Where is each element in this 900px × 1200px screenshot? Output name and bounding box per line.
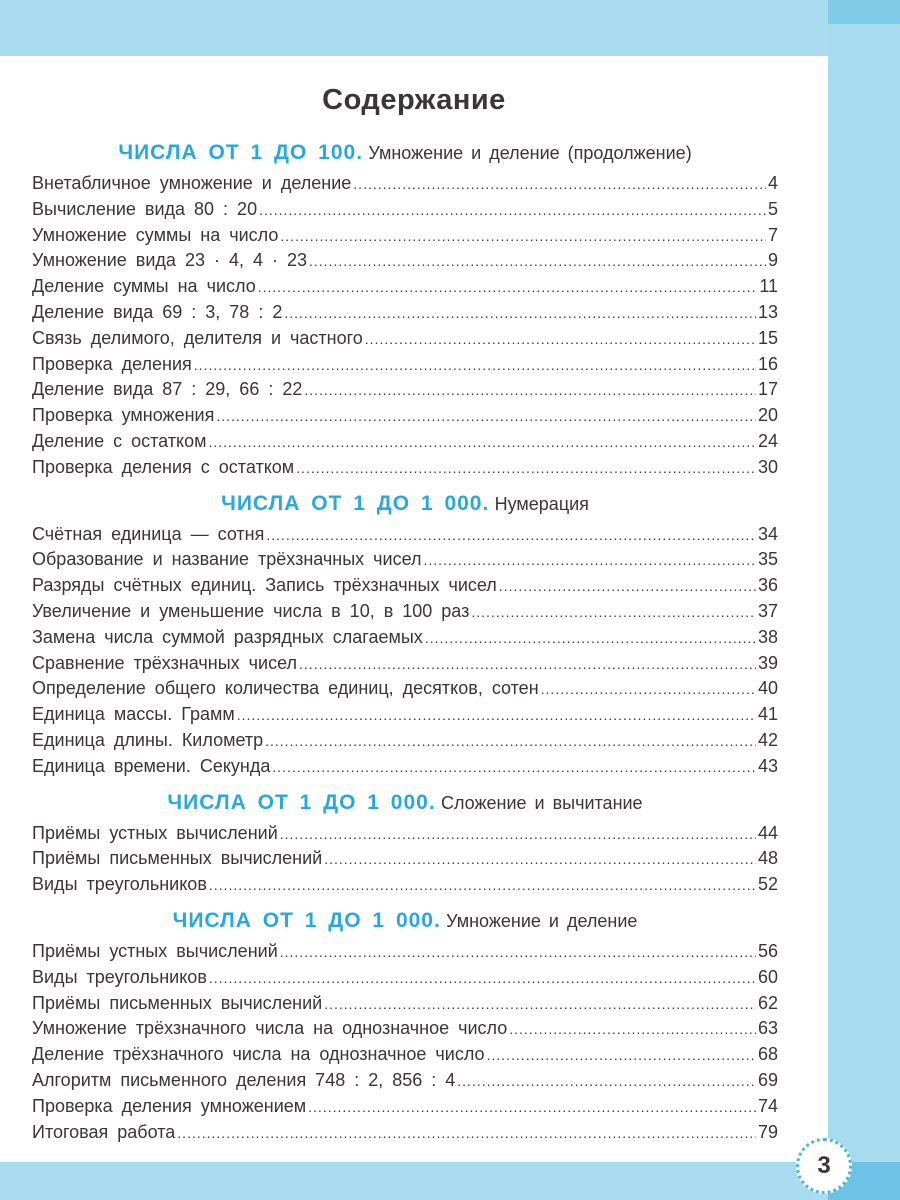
toc-entry[interactable] [32, 223, 778, 249]
toc-entry-label: Деление вида 69 : 3, 78 : 2 [32, 301, 283, 322]
toc-entry-label: Единица длины. Километр [32, 729, 264, 750]
toc-entry-label: Связь делимого, делителя и частного [32, 327, 363, 348]
toc-entry-label: Умножение вида 23 · 4, 4 · 23 [32, 250, 307, 271]
toc-entry[interactable] [32, 197, 778, 223]
toc-entry[interactable] [32, 455, 778, 481]
top-decorative-band [0, 0, 828, 56]
toc-entry-label: Проверка деления с остатком [32, 456, 295, 477]
dot-leader [209, 873, 756, 899]
dot-leader [457, 1069, 756, 1095]
section-heading [32, 788, 778, 819]
toc-entry[interactable] [32, 522, 778, 548]
toc-entry[interactable] [32, 1042, 778, 1068]
toc-entry[interactable] [32, 1068, 778, 1094]
toc-entry-page: 17 [757, 379, 778, 400]
toc-entry-page: 68 [757, 1044, 778, 1065]
toc-entry-page: 15 [757, 327, 778, 348]
section-heading-topic: Умножение и деление (продолжение) [368, 143, 692, 163]
toc-entry[interactable] [32, 1016, 778, 1042]
section-heading-range: ЧИСЛА ОТ 1 ДО 1 000. [221, 491, 490, 515]
dot-leader [209, 430, 756, 456]
section-heading [32, 906, 778, 937]
dot-leader [280, 822, 756, 848]
toc-entry[interactable] [32, 352, 778, 378]
toc-entry-page: 56 [757, 940, 778, 961]
toc-entry-label: Счётная единица — сотня [32, 523, 265, 544]
dot-leader [499, 574, 756, 600]
toc-entry-label: Приёмы устных вычислений [32, 940, 278, 961]
toc-entry-label: Разряды счётных единиц. Запись трёхзначных чисел [32, 575, 497, 596]
toc-entry-label: Алгоритм письменного деления 748 : 2, 856 : 4 [32, 1069, 456, 1090]
toc-entry-label: Умножение трёхзначного числа на однозначное число [32, 1018, 508, 1039]
toc-entry-label: Приёмы устных вычислений [32, 822, 278, 843]
toc-entry-page: 41 [757, 704, 778, 725]
right-band-top-accent [828, 0, 900, 24]
toc-section [32, 788, 778, 898]
dot-leader [365, 327, 756, 353]
toc-entry[interactable] [32, 651, 778, 677]
section-heading [32, 138, 778, 169]
toc-entry-label: Единица массы. Грамм [32, 704, 235, 725]
toc-entry-page: 48 [757, 848, 778, 869]
dot-leader [309, 249, 766, 275]
toc-entry-page: 34 [757, 523, 778, 544]
toc-entry[interactable] [32, 676, 778, 702]
toc-entry-page: 69 [757, 1069, 778, 1090]
toc-entry[interactable] [32, 821, 778, 847]
toc-entry-page: 43 [757, 755, 778, 776]
dot-leader [487, 1043, 756, 1069]
toc-section [32, 138, 778, 481]
toc-entry-label: Определение общего количества единиц, десятков, сотен [32, 678, 539, 699]
toc-entry[interactable] [32, 300, 778, 326]
dot-leader [194, 353, 756, 379]
toc-entry-label: Проверка умножения [32, 405, 215, 426]
toc-entry[interactable] [32, 1094, 778, 1120]
toc-entry[interactable] [32, 939, 778, 965]
toc-entry[interactable] [32, 547, 778, 573]
toc-entry[interactable] [32, 1120, 778, 1146]
dot-leader [280, 224, 766, 250]
dot-leader [177, 1121, 756, 1147]
page-title: Содержание [322, 84, 506, 116]
toc-entry-page: 30 [757, 456, 778, 477]
dot-leader [324, 992, 756, 1018]
section-heading-range: ЧИСЛА ОТ 1 ДО 100. [118, 141, 364, 164]
dot-leader [425, 626, 756, 652]
toc-entry-page: 20 [757, 405, 778, 426]
dot-leader [259, 198, 766, 224]
toc-entry-page: 7 [767, 224, 778, 245]
toc-entry[interactable] [32, 846, 778, 872]
dot-leader [541, 677, 756, 703]
section-heading-topic: Нумерация [494, 493, 589, 514]
toc-entry-label: Деление трёхзначного числа на однозначное число [32, 1044, 485, 1065]
toc-entry-page: 42 [757, 729, 778, 750]
toc-entry[interactable] [32, 573, 778, 599]
dot-leader [509, 1017, 756, 1043]
toc-entry-page: 13 [757, 301, 778, 322]
toc-entry-page: 63 [757, 1018, 778, 1039]
toc-entry-page: 40 [757, 678, 778, 699]
dot-leader [296, 456, 756, 482]
page-number-badge [796, 1138, 852, 1194]
toc-section [32, 906, 778, 1145]
toc-entry-label: Виды треугольников [32, 874, 207, 895]
toc-entry-page: 39 [757, 652, 778, 673]
toc-entry-label: Деление суммы на число [32, 276, 256, 297]
toc-entry[interactable] [32, 429, 778, 455]
section-heading-topic: Сложение и вычитание [440, 792, 643, 813]
toc-entry-label: Образование и название трёхзначных чисел [32, 549, 422, 570]
toc-entry[interactable] [32, 754, 778, 780]
dot-leader [265, 729, 756, 755]
toc-entry-label: Внетабличное умножение и деление [32, 173, 352, 193]
right-decorative-band [828, 0, 900, 1200]
toc-entry[interactable] [32, 274, 778, 300]
toc-entry[interactable] [32, 702, 778, 728]
toc-entry-page: 60 [757, 966, 778, 987]
dot-leader [308, 1095, 756, 1121]
dot-leader [258, 275, 758, 301]
dot-leader [266, 523, 756, 549]
dot-leader [299, 652, 756, 678]
toc-entry-page: 24 [757, 430, 778, 451]
dot-leader [304, 378, 756, 404]
dot-leader [272, 755, 756, 781]
toc-entry-label: Единица времени. Секунда [32, 755, 271, 776]
toc-entry-page: 79 [757, 1121, 778, 1142]
dot-leader [216, 404, 756, 430]
toc-entry[interactable] [32, 965, 778, 991]
section-heading-range: ЧИСЛА ОТ 1 ДО 1 000. [167, 790, 436, 814]
toc-entry[interactable] [32, 403, 778, 429]
table-of-contents [32, 138, 778, 1153]
toc-entry[interactable] [32, 248, 778, 274]
toc-entry-page: 52 [757, 874, 778, 895]
toc-entry-page: 38 [757, 626, 778, 647]
toc-entry[interactable] [32, 171, 778, 197]
toc-entry[interactable] [32, 326, 778, 352]
toc-entry-label: Приёмы письменных вычислений [32, 848, 323, 869]
dot-leader [284, 301, 756, 327]
toc-entry-label: Проверка деления [32, 353, 192, 374]
toc-entry[interactable] [32, 728, 778, 754]
bottom-decorative-band [0, 1162, 828, 1200]
dot-leader [324, 847, 756, 873]
section-heading-topic: Умножение и деление [446, 910, 638, 931]
toc-entry-page: 37 [757, 600, 778, 621]
toc-entry-label: Виды треугольников [32, 966, 207, 987]
toc-entry-label: Деление с остатком [32, 430, 207, 451]
toc-section [32, 489, 778, 780]
toc-entry-label: Итоговая работа [32, 1121, 176, 1142]
toc-entry-page: 62 [757, 992, 778, 1013]
toc-entry-label: Проверка деления умножением [32, 1095, 307, 1116]
toc-entry-page: 35 [757, 549, 778, 570]
toc-entry[interactable] [32, 991, 778, 1017]
toc-entry-label: Замена числа суммой разрядных слагаемых [32, 626, 423, 647]
toc-entry-label: Приёмы письменных вычислений [32, 992, 323, 1013]
section-heading-range: ЧИСЛА ОТ 1 ДО 1 000. [172, 908, 441, 932]
section-heading [32, 489, 778, 520]
page-number: 3 [817, 1152, 831, 1179]
toc-entry-page: 11 [759, 276, 778, 297]
toc-entry-page: 9 [767, 250, 778, 271]
toc-entry-page: 44 [757, 822, 778, 843]
toc-entry[interactable] [32, 872, 778, 898]
toc-entry[interactable] [32, 377, 778, 403]
toc-entry-page: 4 [767, 173, 778, 193]
toc-entry-label: Деление вида 87 : 29, 66 : 22 [32, 379, 303, 400]
dot-leader [280, 940, 756, 966]
toc-entry-page: 74 [757, 1095, 778, 1116]
toc-entry-label: Умножение суммы на число [32, 224, 279, 245]
toc-entry-label: Увеличение и уменьшение числа в 10, в 100 раз [32, 600, 470, 621]
dot-leader [209, 966, 756, 992]
dot-leader [471, 600, 756, 626]
dot-leader [353, 172, 766, 198]
dot-leader [423, 548, 755, 574]
dot-leader [237, 703, 756, 729]
toc-entry[interactable] [32, 625, 778, 651]
toc-entry-label: Сравнение трёхзначных чисел [32, 652, 298, 673]
toc-entry-page: 16 [757, 353, 778, 374]
toc-entry[interactable] [32, 599, 778, 625]
toc-entry-page: 36 [757, 575, 778, 596]
toc-entry-label: Вычисление вида 80 : 20 [32, 198, 258, 219]
toc-entry-page: 5 [767, 198, 778, 219]
